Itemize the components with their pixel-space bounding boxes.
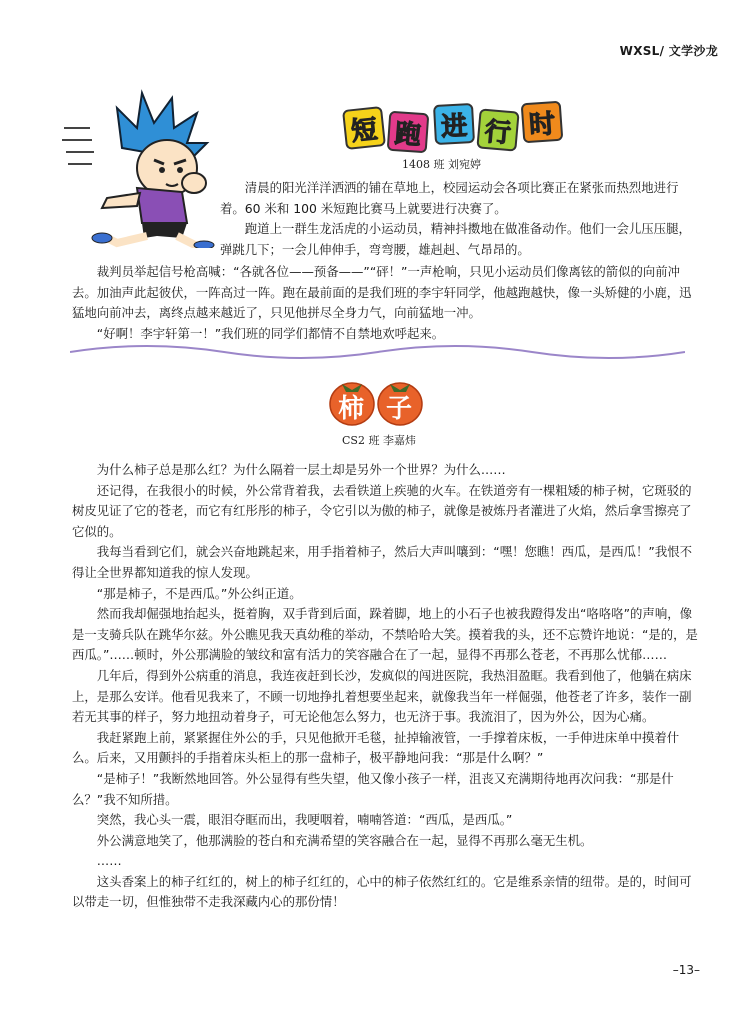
paragraph: 我每当看到它们，就会兴奋地跳起来，用手指着柿子，然后大声叫嚷到：“嘿！您瞧！西瓜，是西瓜！”我恨不得让全世界都知道我的惊人发现。	[72, 544, 692, 580]
paragraph: 为什么柿子总是那么红？为什么隔着一层土却是另外一个世界？为什么……	[96, 462, 506, 477]
paragraph: “那是柿子，不是西瓜。”外公纠正道。	[96, 585, 302, 601]
paragraph: “好啊！李宇轩第一！”我们班的同学们都情不自禁地欢呼起来。	[96, 325, 445, 341]
runner-illustration	[62, 88, 232, 248]
title-tile: 时	[521, 101, 564, 144]
title-tile: 跑	[387, 111, 430, 154]
article1-byline: 1408 班 刘宛婷	[402, 158, 481, 171]
title-tile: 进	[433, 103, 475, 145]
wavy-divider	[70, 340, 685, 364]
article1-body-bottom	[72, 262, 698, 344]
article1-body-top	[220, 178, 698, 260]
title-char: 柿	[338, 394, 365, 424]
paragraph: 然而我却倔强地抬起头，挺着胸，双手背到后面，跺着脚，地上的小石子也被我蹬得发出“咯咯咯”的声响，像是一支骑兵队在跳华尔兹。外公瞧见我天真幼稚的举动，不禁哈哈大笑。摸着我的头，还不忘赞许地说：“是的，是西瓜。”……顿时，外公那满脸的皱纹和富有活力的笑容融合在了一起，显得不再那么苍老，不再那么忧郁……	[72, 606, 698, 663]
page-number: –13–	[672, 963, 700, 977]
paragraph: 还记得，在我很小的时候，外公常背着我，去看铁道上疾驰的火车。在铁道旁有一棵粗矮的柿子树，它斑驳的树皮见证了它的苍老，而它有红彤彤的柿子，令它引以为傲的柿子，就像是被炼丹者灌进了火焰，然后拿雪擦亮了它似的。	[72, 482, 692, 539]
article1-title	[344, 100, 574, 154]
paragraph: 裁判员举起信号枪高喊：“各就各位——预备——”“砰！”一声枪响，只见小运动员们像离铉的箭似的向前冲去。加油声此起彼伏，一阵高过一阵。跑在最前面的是我们班的李宇轩同学，他越跑越快，像一头矫健的小鹿，迅猛地向前冲去，离终点越来越近了，只见他拼尽全身力气，向前猛地一冲。	[72, 264, 692, 321]
article2-byline: CS2 班 李嘉炜	[342, 434, 416, 447]
paragraph: 我赶紧跑上前，紧紧握住外公的手，只见他掀开毛毯，扯掉输液管，一手撑着床板，一手伸进床单中摸着什么。后来，又用颤抖的手指着床头柜上的那一盘柿子，极平静地问我：“那是什么啊？”	[72, 729, 680, 766]
title-char: 子	[386, 394, 413, 424]
section-label: WXSL/ 文学沙龙	[619, 44, 718, 58]
paragraph: 跑道上一群生龙活虎的小运动员，精神抖擞地在做准备动作。他们一会儿压压腿，弹跳几下；一会儿伸伸手，弯弯腰，雄赳赳、气昂昂的。	[220, 221, 691, 257]
paragraph: ……	[96, 853, 122, 869]
paragraph: “是柿子！”我断然地回答。外公显得有些失望，他又像小孩子一样，沮丧又充满期待地再次问我：“那是什么？”我不知所措。	[72, 770, 674, 807]
paragraph: 这头香案上的柿子红红的，树上的柿子红红的，心中的柿子依然红红的。它是维系亲情的纽带。是的，时间可以带走一切，但惟独带不走我深藏内心的那份情！	[72, 873, 692, 910]
article2-body	[72, 460, 698, 913]
paragraph: 外公满意地笑了，他那满脸的苍白和充满希望的笑容融合在一起，显得不再那么毫无生机。	[96, 832, 593, 848]
paragraph: 几年后，得到外公病重的消息，我连夜赶到长沙，发疯似的闯进医院，我热泪盈眶。我看到他了，他躺在病床上，是那么安详。他看见我来了，不顾一切地挣扎着想要坐起来，就像我当年一样倔强，他苍老了许多，装作一副若无其事的样子，努力地扭动着身子，可无论他怎么努力，也无济于事。我流泪了，因为外公，因为心痛。	[72, 667, 692, 725]
title-tile: 短	[342, 106, 386, 150]
title-tile: 行	[476, 108, 519, 151]
paragraph: 突然，我心头一震，眼泪夺眶而出，我哽咽着，喃喃答道：“西瓜，是西瓜。”	[96, 812, 513, 828]
article2-title	[328, 372, 424, 428]
paragraph: 清晨的阳光洋洋洒洒的铺在草地上，校园运动会各项比赛正在紧张而热烈地进行着。60 米和 100 米短跑比赛马上就要进行决赛了。	[220, 180, 679, 216]
